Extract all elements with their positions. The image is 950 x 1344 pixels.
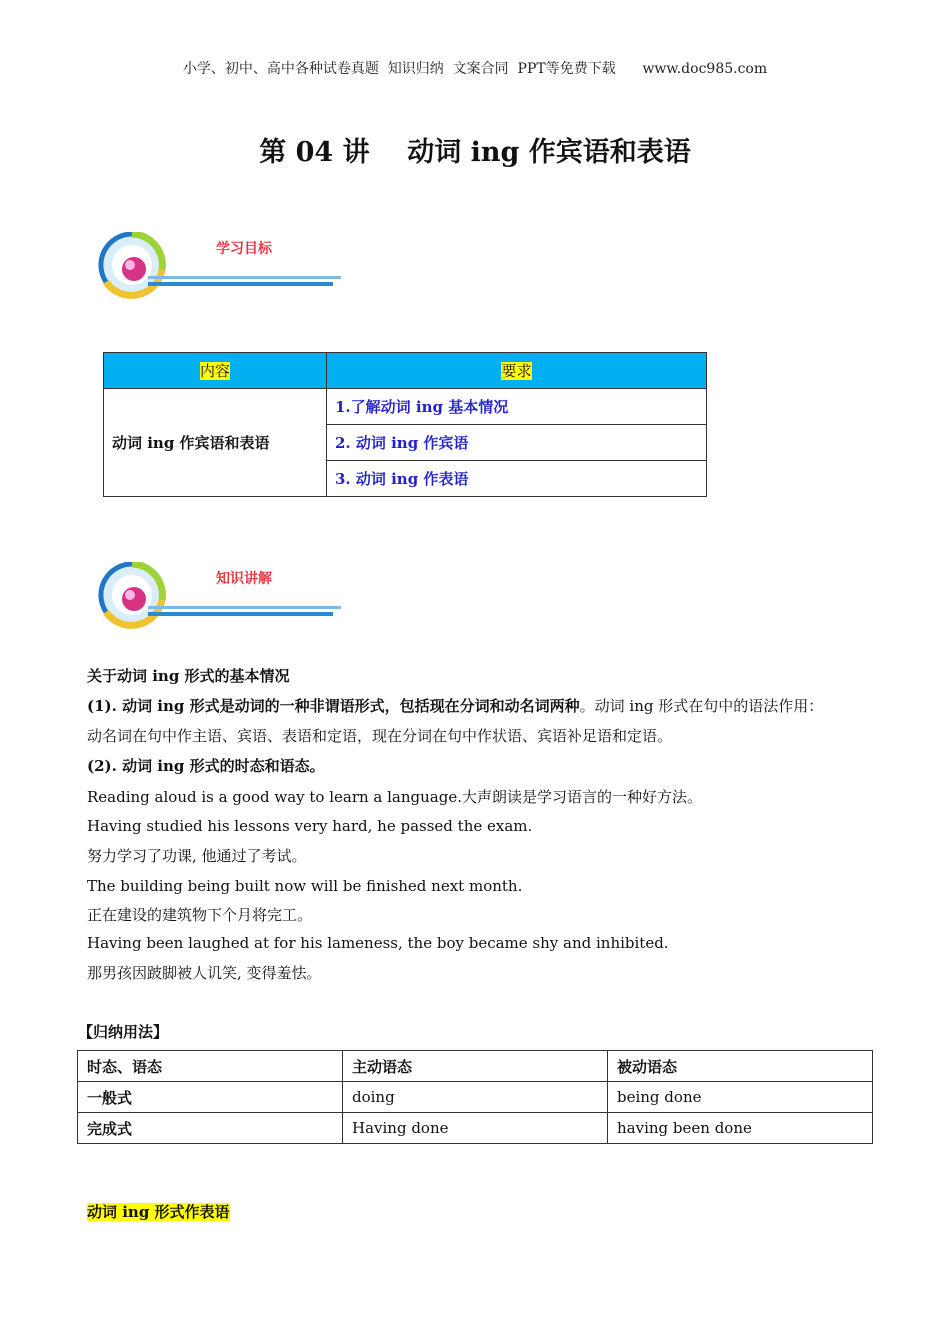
goals-content-cell: 动词 ing 作宾语和表语 — [104, 389, 327, 497]
summary-table — [77, 1050, 873, 1144]
paragraph-1-rest: 。动词 ing 形式在句中的语法作用： — [579, 697, 824, 715]
example-line: 那男孩因跛脚被人讥笑, 变得羞怯。 — [87, 964, 322, 982]
table-cell: having been done — [608, 1113, 873, 1144]
page-title: 第 04 讲 动词 ing 作宾语和表语 — [259, 137, 691, 168]
next-section-heading: 动词 ing 形式作表语 — [87, 1203, 230, 1221]
example-line: 努力学习了功课, 他通过了考试。 — [87, 847, 307, 865]
table-header-row — [78, 1051, 873, 1082]
summary-header: 时态、语态 — [78, 1051, 343, 1082]
table-cell: doing — [343, 1082, 608, 1113]
table-cell: being done — [608, 1082, 873, 1113]
requirement-item: 1.了解动词 ing 基本情况 — [327, 389, 707, 425]
example-line: Reading aloud is a good way to learn a language.大声朗读是学习语言的一种好方法。 — [87, 788, 702, 806]
body-heading: 关于动词 ing 形式的基本情况 — [87, 667, 290, 685]
requirement-item: 2. 动词 ing 作宾语 — [327, 425, 707, 461]
table-header-requirements: 要求 — [327, 353, 707, 389]
requirement-item: 3. 动词 ing 作表语 — [327, 461, 707, 497]
example-line: Having been laughed at for his lameness, the boy became shy and inhibited. — [87, 934, 669, 952]
section-label-goals: 学习目标 — [216, 241, 272, 257]
example-line: The building being built now will be finished next month. — [87, 877, 523, 895]
section-badge-knowledge — [98, 562, 358, 632]
table-cell: 一般式 — [78, 1082, 343, 1113]
example-line: Having studied his lessons very hard, he passed the exam. — [87, 817, 533, 835]
paragraph-1 — [87, 696, 823, 716]
summary-header: 被动语态 — [608, 1051, 873, 1082]
table-header-row — [104, 353, 707, 389]
table-header-content: 内容 — [104, 353, 327, 389]
table-cell: Having done — [343, 1113, 608, 1144]
paragraph-1-bold: (1). 动词 ing 形式是动词的一种非谓语形式，包括现在分词和动名词两种 — [87, 697, 580, 715]
paragraph-2: (2). 动词 ing 形式的时态和语态。 — [87, 757, 325, 775]
table-cell: 完成式 — [78, 1113, 343, 1144]
example-line: 正在建设的建筑物下个月将完工。 — [87, 906, 313, 924]
page-header: 小学、初中、高中各种试卷真题 知识归纳 文案合同 PPT等免费下载 www.doc985.com — [182, 61, 768, 77]
summary-label: 【归纳用法】 — [78, 1023, 169, 1041]
goals-table — [103, 352, 707, 497]
paragraph-1-line2: 动名词在句中作主语、宾语、表语和定语，现在分词在句中作状语、宾语补足语和定语。 — [87, 727, 673, 745]
table-row — [78, 1113, 873, 1144]
table-row — [78, 1082, 873, 1113]
section-badge-goals — [98, 232, 358, 302]
table-row — [104, 389, 707, 425]
summary-header: 主动语态 — [343, 1051, 608, 1082]
section-label-knowledge: 知识讲解 — [216, 571, 272, 587]
